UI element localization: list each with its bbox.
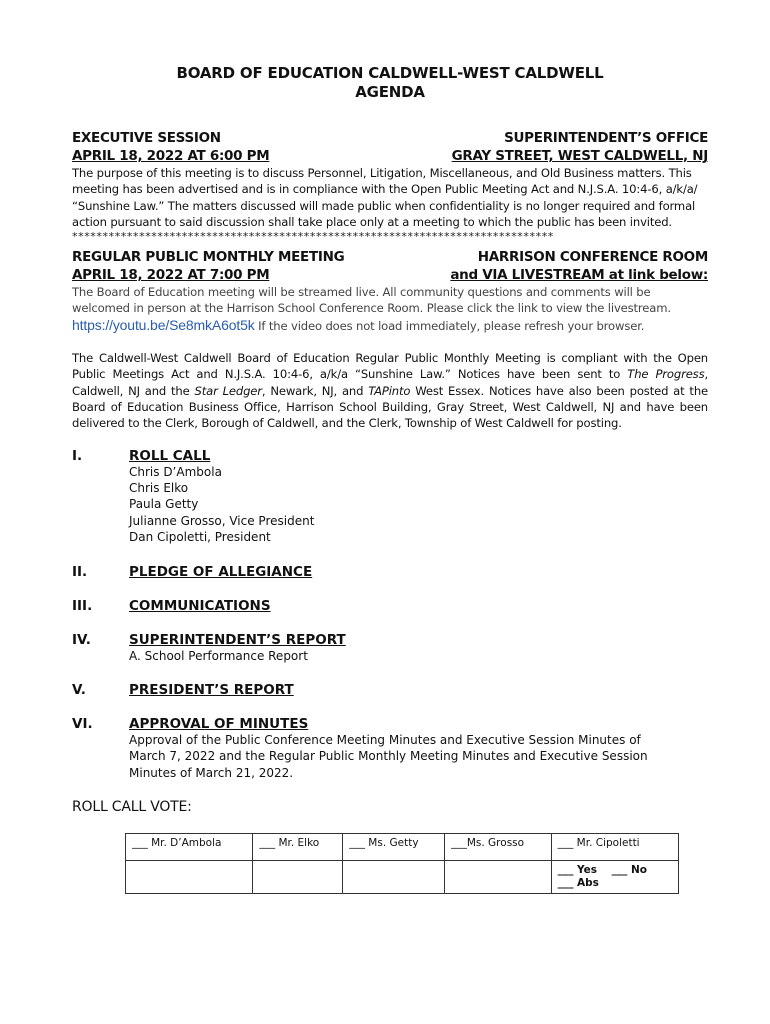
document-title bbox=[72, 64, 708, 102]
newspaper-tapinto: TAPinto bbox=[368, 383, 411, 398]
section-title: PLEDGE OF ALLEGIANCE bbox=[129, 563, 313, 580]
vote-no[interactable]: ___ No bbox=[611, 864, 648, 877]
member-name: Dan Cipoletti, President bbox=[129, 530, 271, 545]
section-title: APPROVAL OF MINUTES bbox=[129, 716, 309, 732]
compliance-text-2: , Caldwell, NJ and the bbox=[72, 367, 709, 398]
livestream-link[interactable]: https://youtu.be/Se8mkA6ot5k bbox=[72, 316, 255, 333]
section-number: III. bbox=[72, 597, 93, 614]
regular-date: APRIL 18, 2022 AT 7:00 PM bbox=[72, 267, 270, 284]
section-number: II. bbox=[72, 563, 88, 580]
section-roll-call bbox=[72, 448, 708, 464]
vote-cell-grosso[interactable]: ___Ms. Grosso bbox=[445, 834, 551, 861]
member-name: Chris D’Ambola bbox=[129, 464, 222, 479]
newspaper-star-ledger: Star Ledger bbox=[194, 383, 262, 398]
vote-cell-elko[interactable]: ___ Mr. Elko bbox=[253, 834, 343, 861]
vote-yes[interactable]: ___ Yes bbox=[557, 864, 597, 877]
vote-result-cell[interactable] bbox=[343, 861, 445, 894]
section-communications bbox=[72, 598, 708, 614]
vote-options bbox=[558, 864, 674, 890]
member-name: Paula Getty bbox=[129, 497, 199, 512]
title-line-2: AGENDA bbox=[355, 83, 425, 101]
executive-description: The purpose of this meeting is to discuss Personnel, Litigation, Miscellaneous, and Old Business matters. This meeting has been advertised and is in compliance with the Open Public Meeting Act and N.J.S.A. 10:4-6, a/k/a/ “Sunshine Law.” The matters discussed will made public when confidentiality is no longer required and formal action pursuant to said discussion shall take place only at a meeting to which the public has been invited. bbox=[72, 166, 698, 229]
regular-heading-1 bbox=[72, 248, 708, 266]
executive-heading-1 bbox=[72, 129, 708, 147]
vote-row-results bbox=[126, 861, 679, 894]
vote-cell-dambola[interactable]: ___ Mr. D’Ambola bbox=[126, 834, 253, 861]
vote-result-cell[interactable] bbox=[253, 861, 343, 894]
superintendent-item: A. School Performance Report bbox=[129, 648, 308, 663]
member-name: Julianne Grosso, Vice President bbox=[129, 513, 315, 528]
separator-line: ******************************************************************************* bbox=[72, 230, 554, 244]
livestream-text-1: The Board of Education meeting will be streamed live. All community questions and comments will be welcomed in person at the Harrison School Conference Room. Please click the link to view the livestream. bbox=[72, 285, 671, 316]
compliance-text-1: The Caldwell-West Caldwell Board of Education Regular Public Monthly Meeting is compliant with the Open Public Meetings Act and N.J.S.A. 10:4-6, a/k/a “Sunshine Law.” Notices have been sent to bbox=[72, 351, 708, 382]
regular-meeting-label: REGULAR PUBLIC MONTHLY MEETING bbox=[72, 249, 345, 266]
vote-cell-cipoletti[interactable]: ___ Mr. Cipoletti bbox=[551, 834, 678, 861]
compliance-paragraph bbox=[72, 350, 708, 431]
vote-result-cell[interactable] bbox=[126, 861, 253, 894]
executive-location: SUPERINTENDENT’S OFFICE bbox=[504, 130, 708, 146]
regular-livestream-note: and VIA LIVESTREAM at link below: bbox=[450, 267, 708, 284]
newspaper-progress: The Progress bbox=[627, 367, 705, 382]
executive-date: APRIL 18, 2022 AT 6:00 PM bbox=[72, 148, 270, 164]
section-number: V. bbox=[72, 682, 86, 698]
section-number: IV. bbox=[72, 631, 91, 648]
executive-heading-2 bbox=[72, 147, 708, 165]
vote-abs[interactable]: ___ Abs bbox=[557, 877, 599, 890]
vote-cell-getty[interactable]: ___ Ms. Getty bbox=[343, 834, 445, 861]
roll-call-vote-table bbox=[125, 833, 679, 894]
section-title: SUPERINTENDENT’S REPORT bbox=[129, 631, 346, 648]
section-title: PRESIDENT’S REPORT bbox=[129, 682, 294, 698]
livestream-text-2: If the video does not load immediately, please refresh your browser. bbox=[258, 318, 645, 333]
section-minutes bbox=[72, 716, 708, 732]
section-title: ROLL CALL bbox=[129, 447, 211, 464]
section-president bbox=[72, 682, 708, 698]
executive-address: GRAY STREET, WEST CALDWELL, NJ bbox=[451, 148, 708, 164]
compliance-text-3: , Newark, NJ, and bbox=[261, 383, 369, 398]
regular-heading-2 bbox=[72, 266, 708, 284]
compliance-text-4: West Essex. Notices have also been posted at the Board of Education Business Office, Harrison School Building, Gray Street, West Caldwell, NJ and have been delivered to the Clerk, Borough of Caldwell, and the Clerk, Township of West Caldwell for posting. bbox=[72, 383, 709, 431]
vote-result-cell[interactable] bbox=[445, 861, 551, 894]
title-line-1: BOARD OF EDUCATION CALDWELL-WEST CALDWELL bbox=[176, 64, 604, 82]
section-superintendent bbox=[72, 632, 708, 648]
agenda-document bbox=[72, 64, 708, 894]
livestream-paragraph bbox=[72, 284, 708, 334]
vote-options-cell[interactable] bbox=[551, 861, 678, 894]
section-number: I. bbox=[72, 447, 83, 464]
section-pledge bbox=[72, 564, 708, 580]
regular-location: HARRISON CONFERENCE ROOM bbox=[477, 249, 708, 266]
roll-call-members bbox=[129, 464, 708, 546]
vote-row-names bbox=[126, 834, 679, 861]
minutes-description: Approval of the Public Conference Meeting Minutes and Executive Session Minutes of March 7, 2022 and the Regular Public Monthly Meeting Minutes and Executive Session Minutes of March 21, 2022. bbox=[129, 733, 648, 780]
executive-session-label: EXECUTIVE SESSION bbox=[72, 130, 221, 146]
section-title: COMMUNICATIONS bbox=[129, 597, 271, 614]
member-name: Chris Elko bbox=[129, 480, 189, 495]
roll-call-vote-title: ROLL CALL VOTE: bbox=[72, 799, 192, 816]
section-number: VI. bbox=[72, 716, 93, 732]
